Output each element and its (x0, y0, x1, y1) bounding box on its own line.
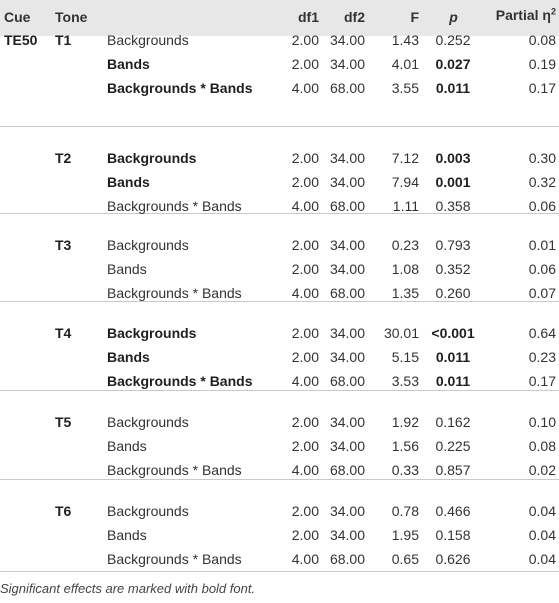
header-eta-sup: 2 (550, 6, 556, 17)
cell-df1: 4.00 (291, 285, 319, 301)
cell-p: 0.011 (435, 349, 471, 365)
cell-df2: 34.00 (329, 438, 365, 454)
cell-df1: 2.00 (291, 261, 319, 277)
cell-F: 4.01 (391, 56, 419, 72)
cell-df2: 34.00 (329, 503, 365, 519)
cell-df2: 34.00 (329, 261, 365, 277)
effect-label: Backgrounds (107, 237, 189, 253)
effect-label: Bands (107, 438, 147, 454)
effect-label: Backgrounds * Bands (107, 285, 242, 301)
cell-p: 0.793 (435, 237, 471, 253)
tone-label: T6 (55, 503, 72, 519)
cell-df1: 4.00 (291, 373, 319, 389)
cell-partial-eta: 0.06 (528, 261, 556, 277)
group-divider (0, 479, 559, 480)
cell-p: 0.358 (435, 198, 471, 214)
cell-df1: 2.00 (291, 414, 319, 430)
cell-p: 0.158 (435, 527, 471, 543)
cell-p: 0.225 (435, 438, 471, 454)
header-tone: Tone (55, 9, 88, 25)
cell-p: 0.857 (435, 462, 471, 478)
cell-F: 1.08 (391, 261, 419, 277)
cell-F: 1.43 (391, 32, 419, 48)
effect-label: Backgrounds * Bands (107, 80, 253, 96)
effect-label: Bands (107, 349, 150, 365)
cell-F: 0.23 (391, 237, 419, 253)
cell-F: 7.94 (391, 174, 419, 190)
cell-df1: 2.00 (291, 325, 319, 341)
effect-label: Backgrounds (107, 503, 189, 519)
cell-F: 0.33 (391, 462, 419, 478)
cell-partial-eta: 0.17 (528, 373, 556, 389)
cell-F: 0.78 (391, 503, 419, 519)
cell-p: 0.260 (435, 285, 471, 301)
cell-F: 0.65 (391, 551, 419, 567)
cell-df2: 34.00 (329, 325, 365, 341)
cell-F: 5.15 (391, 349, 419, 365)
cell-partial-eta: 0.64 (528, 325, 556, 341)
effect-label: Bands (107, 56, 150, 72)
effect-label: Backgrounds * Bands (107, 462, 242, 478)
cell-p: 0.162 (435, 414, 471, 430)
cell-p: 0.001 (435, 174, 471, 190)
cell-F: 3.55 (391, 80, 419, 96)
tone-label: T5 (55, 414, 72, 430)
cell-partial-eta: 0.04 (528, 551, 556, 567)
cell-F: 1.35 (391, 285, 419, 301)
cell-df2: 68.00 (329, 198, 365, 214)
cell-p: 0.011 (435, 80, 471, 96)
cell-df2: 68.00 (329, 462, 365, 478)
cell-df1: 2.00 (291, 32, 319, 48)
cell-partial-eta: 0.19 (528, 56, 556, 72)
header-p-text: p (449, 9, 458, 25)
cell-df2: 68.00 (329, 80, 365, 96)
effect-label: Backgrounds * Bands (107, 373, 253, 389)
cell-df1: 2.00 (291, 503, 319, 519)
cell-F: 1.92 (391, 414, 419, 430)
cell-partial-eta: 0.17 (528, 80, 556, 96)
effect-label: Backgrounds (107, 414, 189, 430)
header-df1: df1 (298, 9, 319, 25)
cell-df1: 4.00 (291, 551, 319, 567)
header-df2: df2 (344, 9, 365, 25)
cell-F: 1.56 (391, 438, 419, 454)
cell-df1: 2.00 (291, 438, 319, 454)
cell-df2: 34.00 (329, 237, 365, 253)
cell-p: 0.003 (435, 150, 471, 166)
group-divider (0, 390, 559, 391)
effect-label: Backgrounds (107, 32, 189, 48)
header-p (431, 9, 476, 26)
cell-p: 0.011 (435, 373, 471, 389)
tone-label: T1 (55, 32, 72, 48)
cell-df2: 34.00 (329, 150, 365, 166)
tone-label: T4 (55, 325, 72, 341)
group-divider (0, 126, 559, 127)
cell-df1: 2.00 (291, 174, 319, 190)
effect-label: Backgrounds * Bands (107, 198, 242, 214)
cell-partial-eta: 0.07 (528, 285, 556, 301)
cell-df1: 2.00 (291, 349, 319, 365)
cell-p: 0.252 (435, 32, 471, 48)
cell-df2: 68.00 (329, 373, 365, 389)
cell-F: 1.95 (391, 527, 419, 543)
header-partial-eta (476, 7, 556, 24)
cell-df2: 34.00 (329, 527, 365, 543)
header-F: F (410, 9, 419, 25)
cell-partial-eta: 0.30 (528, 150, 556, 166)
cell-partial-eta: 0.08 (528, 32, 556, 48)
tone-label: T3 (55, 237, 72, 253)
cell-partial-eta: 0.23 (528, 349, 556, 365)
cell-p: 0.626 (435, 551, 471, 567)
effect-label: Backgrounds * Bands (107, 551, 242, 567)
header-eta-base: Partial η (495, 7, 551, 23)
effect-label: Bands (107, 261, 147, 277)
cell-F: 7.12 (391, 150, 419, 166)
cell-df2: 68.00 (329, 551, 365, 567)
cell-partial-eta: 0.32 (528, 174, 556, 190)
cell-partial-eta: 0.02 (528, 462, 556, 478)
cell-p: 0.027 (435, 56, 471, 72)
table-footnote: Significant effects are marked with bold font. (0, 581, 256, 596)
cell-df2: 68.00 (329, 285, 365, 301)
cell-df1: 4.00 (291, 80, 319, 96)
cell-F: 1.11 (392, 198, 419, 214)
effect-label: Backgrounds (107, 325, 197, 341)
cell-partial-eta: 0.08 (528, 438, 556, 454)
cell-df2: 34.00 (329, 32, 365, 48)
header-cue: Cue (4, 9, 31, 25)
cell-partial-eta: 0.06 (528, 198, 556, 214)
effect-label: Bands (107, 174, 150, 190)
cell-p: 0.352 (435, 261, 471, 277)
cell-df2: 34.00 (329, 56, 365, 72)
cue-label: TE50 (4, 32, 38, 48)
tone-label: T2 (55, 150, 72, 166)
cell-p: <0.001 (431, 325, 475, 341)
cell-df1: 2.00 (291, 237, 319, 253)
cell-df1: 4.00 (291, 198, 319, 214)
cell-df1: 4.00 (291, 462, 319, 478)
cell-df1: 2.00 (291, 527, 319, 543)
cell-df2: 34.00 (329, 174, 365, 190)
cell-p: 0.466 (435, 503, 471, 519)
cell-df2: 34.00 (329, 349, 365, 365)
effect-label: Backgrounds (107, 150, 197, 166)
cell-F: 3.53 (391, 373, 419, 389)
cell-partial-eta: 0.01 (528, 237, 556, 253)
cell-F: 30.01 (383, 325, 419, 341)
effect-label: Bands (107, 527, 147, 543)
cell-df1: 2.00 (291, 150, 319, 166)
cell-partial-eta: 0.04 (528, 503, 556, 519)
table-bottom-rule (0, 571, 559, 572)
cell-df2: 34.00 (329, 414, 365, 430)
cell-partial-eta: 0.10 (528, 414, 556, 430)
cell-partial-eta: 0.04 (528, 527, 556, 543)
cell-df1: 2.00 (291, 56, 319, 72)
